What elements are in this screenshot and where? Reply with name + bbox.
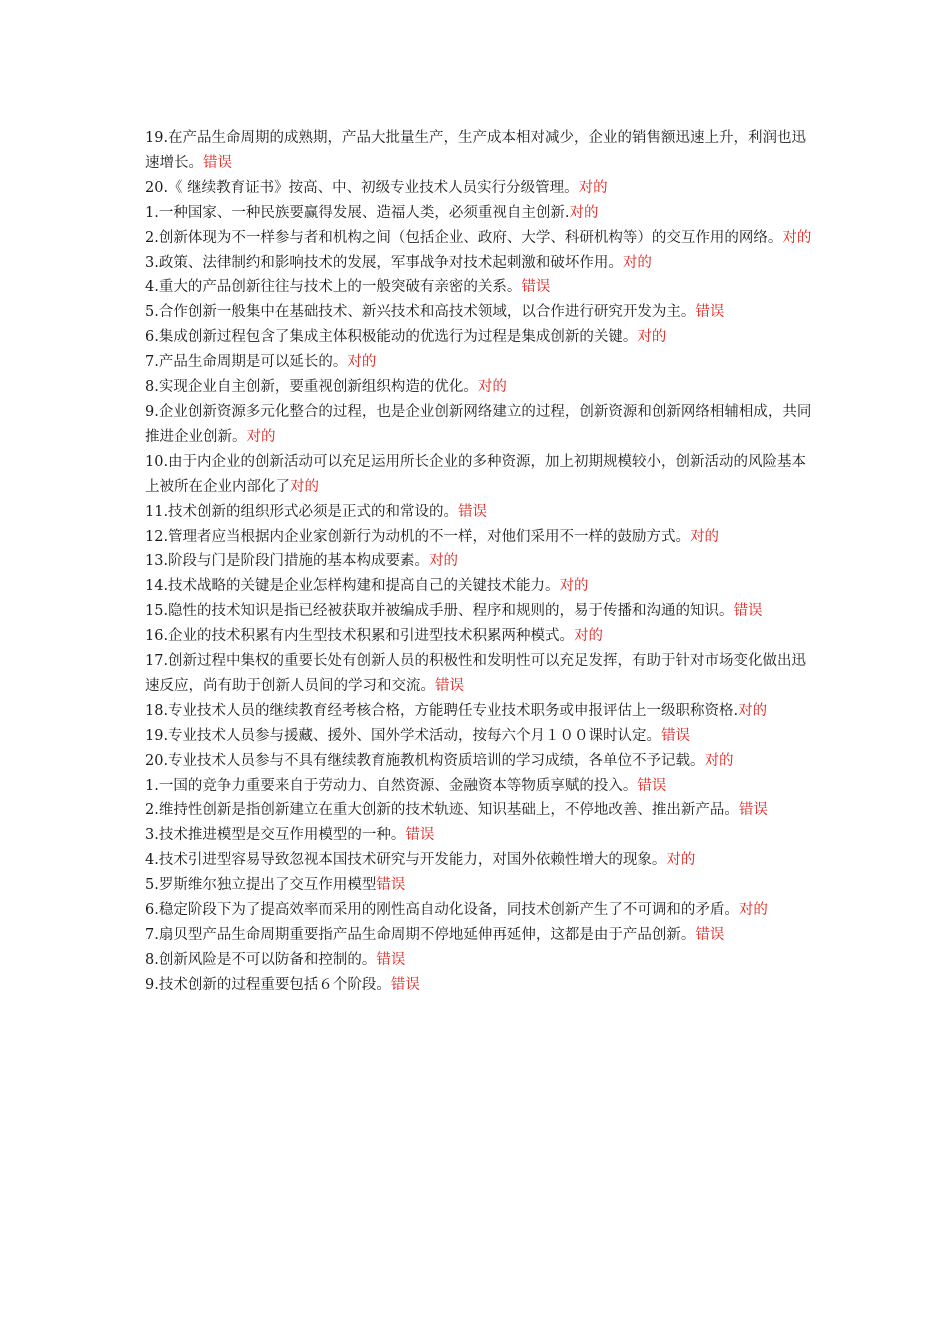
question-text: 2.创新体现为不一样参与者和机构之间（包括企业、政府、大学、科研机构等）的交互作用的网络。: [145, 229, 783, 246]
question-text: 3.政策、法律制约和影响技术的发展，军事战争对技术起刺激和破坏作用。: [145, 254, 623, 271]
question-item: [145, 500, 813, 525]
answer-label: 对的: [704, 752, 734, 769]
answer-label: 对的: [559, 578, 589, 595]
question-text: 17.创新过程中集权的重要长处有创新人员的积极性和发明性可以充足发挥，有助于针对市场变化做出迅速反应，尚有助于创新人员间的学习和交流。: [145, 653, 807, 694]
question-item: [145, 699, 813, 724]
answer-label: 对的: [666, 852, 696, 869]
answer-label: 对的: [637, 329, 667, 346]
question-item: [145, 226, 813, 251]
answer-label: 错误: [695, 304, 725, 321]
question-item: [145, 300, 813, 325]
answer-label: 对的: [429, 553, 459, 570]
answer-label: 对的: [578, 179, 608, 196]
question-text: 20.《 继续教育证书》按高、中、初级专业技术人员实行分级管理。: [145, 179, 579, 196]
question-item: [145, 176, 813, 201]
question-item: [145, 898, 813, 923]
question-item: [145, 948, 813, 973]
answer-label: 对的: [574, 628, 604, 645]
question-text: 20.专业技术人员参与不具有继续教育施教机构资质培训的学习成绩，各单位不予记载。: [145, 752, 705, 769]
answer-label: 对的: [347, 354, 377, 371]
question-item: [145, 275, 813, 300]
question-text: 9.企业创新资源多元化整合的过程，也是企业创新网络建立的过程，创新资源和创新网络相辅相成，共同推进企业创新。: [145, 403, 812, 445]
question-item: [145, 251, 813, 276]
question-text: 3.技术推进模型是交互作用模型的一种。: [145, 827, 406, 844]
question-text: 18.专业技术人员的继续教育经考核合格，方能聘任专业技术职务或申报评估上一级职称资格.: [145, 702, 739, 719]
question-item: [145, 350, 813, 375]
question-text: 2.维持性创新是指创新建立在重大创新的技术轨迹、知识基础上，不停地改善、推出新产品。: [145, 802, 739, 819]
answer-label: 错误: [521, 279, 551, 296]
question-item: [145, 325, 813, 350]
question-item: [145, 749, 813, 774]
question-text: 7.产品生命周期是可以延长的。: [145, 354, 348, 371]
question-item: [145, 724, 813, 749]
question-item: [145, 375, 813, 400]
answer-label: 错误: [458, 503, 488, 520]
question-item: [145, 201, 813, 226]
question-text: 16.企业的技术积累有内生型技术积累和引进型技术积累两种模式。: [145, 628, 575, 645]
question-text: 5.罗斯维尔独立提出了交互作用模型: [145, 877, 377, 894]
question-text: 10.由于内企业的创新活动可以充足运用所长企业的多种资源，加上初期规模较小，创新活动的风险基本上被所在企业内部化了: [145, 453, 807, 495]
answer-label: 错误: [376, 877, 406, 894]
question-item: [145, 848, 813, 873]
answer-label: 错误: [738, 802, 768, 819]
answer-label: 错误: [435, 677, 464, 694]
question-text: 12.管理者应当根据内企业家创新行为动机的不一样，对他们采用不一样的鼓励方式。: [145, 528, 691, 545]
question-item: [145, 574, 813, 599]
question-text: 6.集成创新过程包含了集成主体积极能动的优选行为过程是集成创新的关键。: [145, 329, 638, 346]
question-item: [145, 649, 813, 699]
question-text: 14.技术战略的关键是企业怎样构建和提高自己的关键技术能力。: [145, 578, 560, 595]
answer-label: 对的: [569, 204, 599, 221]
question-text: 1.一国的竞争力重要来自于劳动力、自然资源、金融资本等物质享赋的投入。: [145, 777, 638, 794]
question-text: 19.专业技术人员参与援藏、援外、国外学术活动，按每六个月１００课时认定。: [145, 727, 662, 744]
answer-label: 错误: [661, 727, 691, 744]
answer-label: 错误: [733, 603, 763, 620]
question-item: [145, 774, 813, 799]
answer-label: 对的: [690, 528, 720, 545]
question-text: 9.技术创新的过程重要包括６个阶段。: [145, 976, 391, 993]
answer-label: 对的: [738, 702, 768, 719]
question-text: 13.阶段与门是阶段门措施的基本构成要素。: [145, 553, 430, 570]
answer-label: 错误: [695, 927, 725, 943]
question-text: 5.合作创新一般集中在基础技术、新兴技术和高技术领域，以合作进行研究开发为主。: [145, 304, 696, 321]
question-text: 8.创新风险是不可以防备和控制的。: [145, 951, 377, 968]
answer-label: 错误: [203, 154, 232, 171]
question-item: [145, 923, 813, 948]
answer-label: 对的: [738, 902, 768, 919]
question-item: [145, 400, 813, 450]
question-text: 7.扇贝型产品生命周期重要指产品生命周期不停地延伸再延伸，这都是由于产品创新。: [145, 927, 696, 943]
question-item: [145, 525, 813, 550]
answer-label: 对的: [622, 254, 652, 271]
question-text: 4.技术引进型容易导致忽视本国技术研究与开发能力，对国外依赖性增大的现象。: [145, 852, 667, 869]
question-item: [145, 798, 813, 823]
question-text: 19.在产品生命周期的成熟期，产品大批量生产，生产成本相对减少，企业的销售额迅速上升，利润也迅速增长。: [145, 130, 807, 171]
answer-label: 对的: [782, 229, 812, 246]
question-item: [145, 549, 813, 574]
question-text: 11.技术创新的组织形式必须是正式的和常设的。: [145, 503, 459, 520]
question-text: 15.隐性的技术知识是指已经被获取并被编成手册、程序和规则的，易于传播和沟通的知识。: [145, 603, 734, 620]
question-item: [145, 450, 813, 500]
question-text: 1.一种国家、一种民族要赢得发展、造福人类，必须重视自主创新.: [145, 204, 570, 221]
answer-label: 对的: [246, 428, 276, 445]
question-text: 8.实现企业自主创新，要重视创新组织构造的优化。: [145, 379, 478, 396]
question-item: [145, 624, 813, 649]
answer-label: 对的: [290, 478, 319, 495]
question-item: [145, 823, 813, 848]
question-text: 4.重大的产品创新往往与技术上的一般突破有亲密的关系。: [145, 279, 522, 296]
question-text: 6.稳定阶段下为了提高效率而采用的刚性高自动化设备，同技术创新产生了不可调和的矛盾。: [145, 902, 739, 919]
question-item: [145, 126, 813, 176]
question-item: [145, 873, 813, 898]
answer-label: 错误: [376, 951, 406, 968]
answer-label: 对的: [477, 379, 507, 396]
answer-label: 错误: [405, 827, 435, 844]
document-body: [145, 126, 813, 998]
question-item: [145, 599, 813, 624]
answer-label: 错误: [637, 777, 667, 794]
question-item: [145, 973, 813, 998]
answer-label: 错误: [390, 976, 420, 993]
